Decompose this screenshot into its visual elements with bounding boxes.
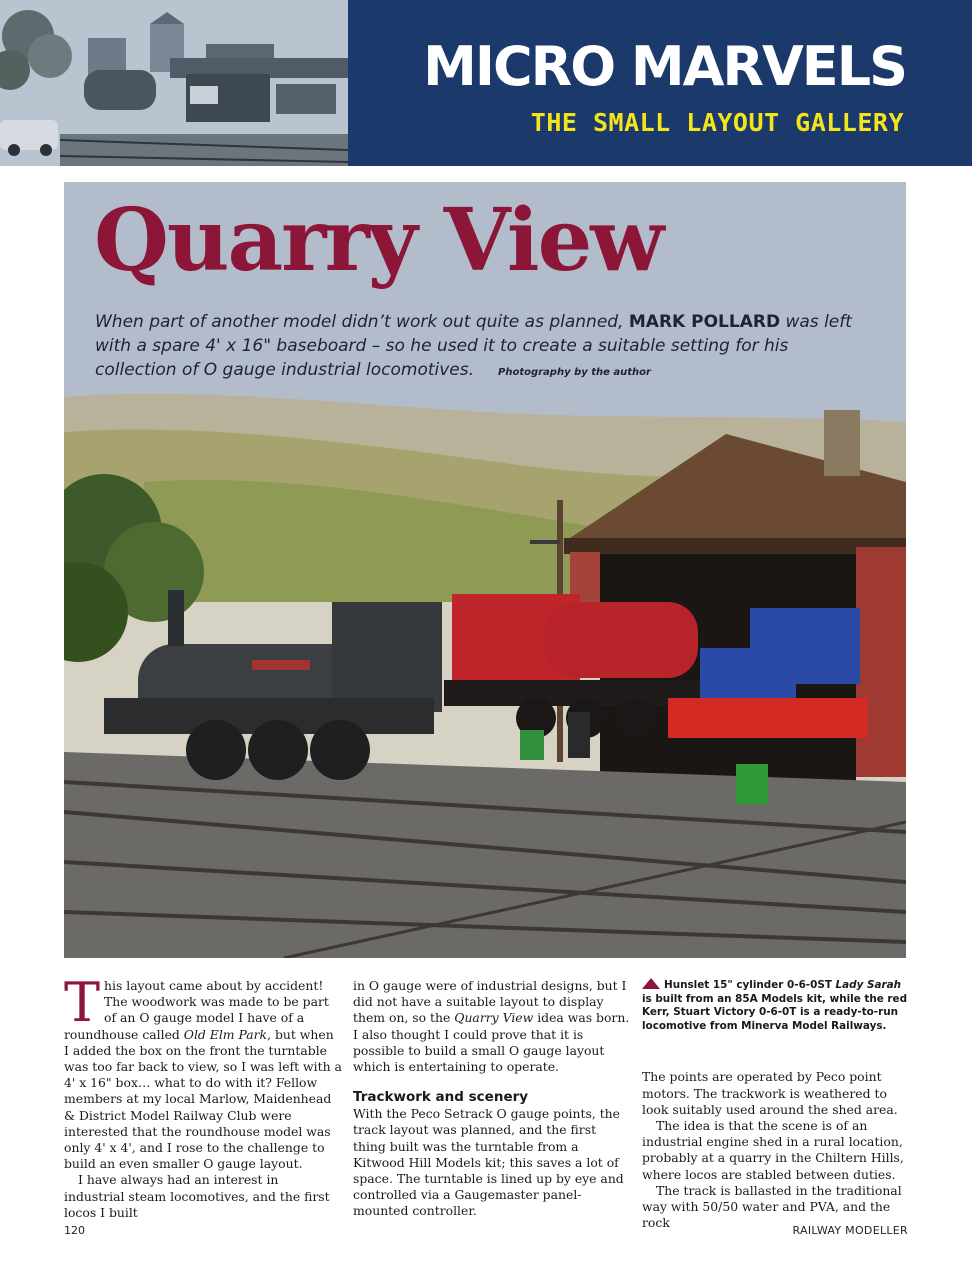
- page-number: 120: [64, 1224, 85, 1237]
- body-column-1: [64, 971, 342, 1221]
- caption-text: is built from an 85A Models kit, while the red Kerr, Stuart Victory 0-6-0T is a ready-to-run locomotive from Minerva Model Railways.: [642, 992, 908, 1032]
- section-subhead: Trackwork and scenery: [353, 1089, 529, 1106]
- body-text: idea was born. I also thought I could prove that it is possible to build a small O gauge layout which is entertaining to operate.: [353, 1010, 630, 1075]
- loco-name: Lady Sarah: [835, 979, 902, 991]
- standfirst-text-before: When part of another model didn’t work out quite as planned,: [95, 312, 629, 332]
- photo-caption: [642, 978, 908, 1033]
- drop-cap: T: [64, 971, 101, 1034]
- standfirst-text-after: was left with a spare 4' x 16" baseboard – so he used it to create a suitable setting for his collection of O gauge industrial locomotives.: [95, 312, 852, 380]
- header-band: [348, 0, 972, 166]
- layout-name: Old Elm Park: [183, 1026, 268, 1042]
- body-column-2: [353, 978, 631, 1220]
- author-name: MARK POLLARD: [628, 312, 781, 332]
- article-standfirst: [95, 310, 855, 382]
- layout-photo-scene: [64, 182, 906, 958]
- body-paragraph: The track is ballasted in the traditional way with 50/50 water and PVA, and the rock: [642, 1182, 902, 1231]
- article-title: Quarry View: [94, 190, 663, 291]
- body-paragraph: [64, 971, 342, 1172]
- section-title: MICRO MARVELS: [423, 35, 906, 98]
- body-text: in O gauge were of industrial designs, but I did not have a suitable layout to display them on, so the: [353, 978, 627, 1026]
- body-paragraph: The points are operated by Peco point motors. The trackwork is weathered to look suitably used around the shed area.: [642, 1069, 898, 1117]
- photo-credit: Photography by the author: [498, 367, 651, 378]
- section-subtitle: THE SMALL LAYOUT GALLERY: [530, 108, 904, 137]
- body-text: , but when I added the box on the front the turntable was too far back to view, so I was left with a 4' x 16" box… what to do with it? Fellow members at my local Marlow, Maidenhead & District Model Railway Club were interested that the roundhouse model was only 4' x 4', and I rose to the challenge to build an even smaller O gauge layout.: [64, 1026, 342, 1172]
- header-photo: [0, 0, 348, 166]
- body-paragraph: [353, 978, 631, 1075]
- header-photo-scene: [0, 0, 348, 166]
- body-paragraph: With the Peco Setrack O gauge points, the track layout was planned, and the first thing built was the turntable from a Kitwood Hill Models kit; this saves a lot of space. The turntable is lined up by eye and controlled via a Gaugemaster panel-mounted controller.: [353, 1106, 624, 1219]
- hero-photo: [64, 182, 906, 958]
- layout-name: Quarry View: [454, 1010, 534, 1026]
- body-text: his layout came about by accident! The woodwork was made to be part of an O gauge model I have of a roundhouse called: [64, 978, 329, 1042]
- triangle-up-icon: [642, 978, 660, 989]
- magazine-name: RAILWAY MODELLER: [792, 1224, 908, 1237]
- body-paragraph: The idea is that the scene is of an industrial engine shed in a rural location, probably at a quarry in the Chiltern Hills, where locos are stabled between duties.: [642, 1117, 904, 1182]
- caption-text: Hunslet 15" cylinder 0-6-0ST: [664, 979, 836, 991]
- body-column-3: [642, 978, 908, 1231]
- body-paragraph: I have always had an interest in industrial steam locomotives, and the first locos I built: [64, 1172, 330, 1220]
